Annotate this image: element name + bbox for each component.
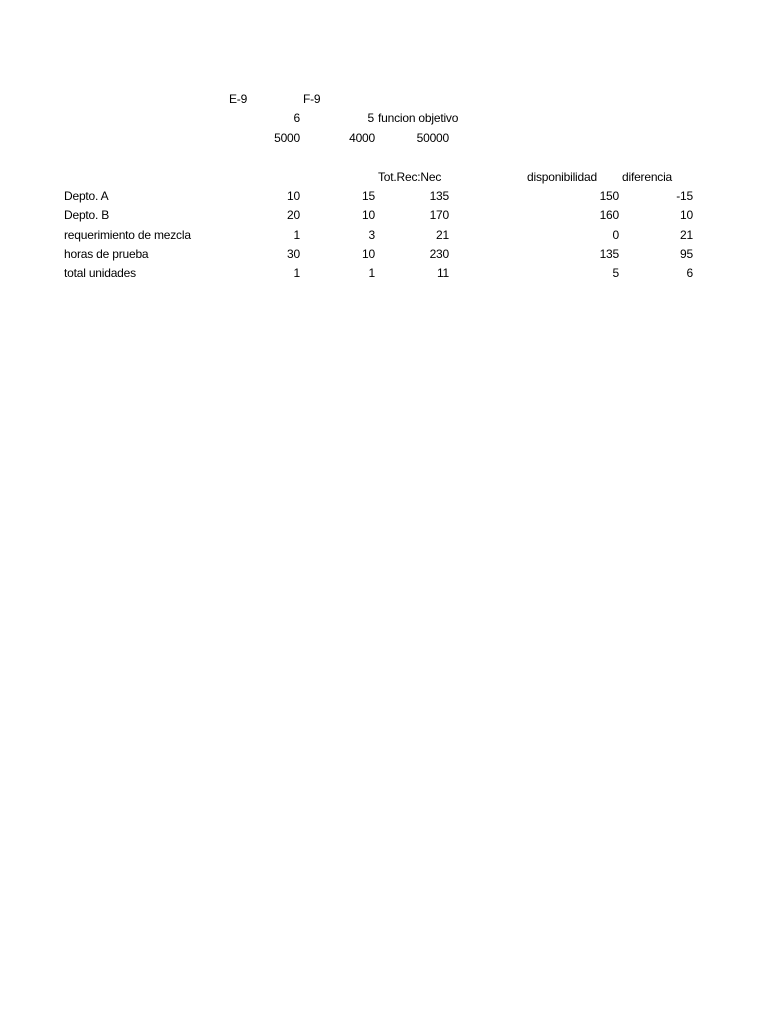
- cell-e9-coefficient: 30: [287, 247, 300, 261]
- cell-f9-coefficient: 15: [362, 189, 375, 203]
- cell-difference: 21: [680, 228, 693, 242]
- cell-e9-coefficient: 1: [293, 266, 300, 280]
- cell-e9-coefficient: 10: [287, 189, 300, 203]
- variable-e9-value: 6: [293, 111, 300, 125]
- cell-total-required: 170: [429, 208, 449, 222]
- cell-difference: -15: [676, 189, 693, 203]
- cell-f9-coefficient: 1: [368, 266, 375, 280]
- coefficient-e9: 5000: [274, 131, 300, 145]
- cell-e9-coefficient: 20: [287, 208, 300, 222]
- column-header-difference: diferencia: [622, 170, 673, 184]
- row-label: horas de prueba: [64, 247, 149, 261]
- column-header-total-required: Tot.Rec:Nec: [378, 170, 442, 184]
- cell-total-required: 230: [429, 247, 449, 261]
- cell-total-required: 11: [436, 266, 449, 280]
- objective-function-label: funcion objetivo: [378, 111, 459, 125]
- cell-difference: 10: [680, 208, 693, 222]
- cell-f9-coefficient: 10: [362, 247, 375, 261]
- objective-function-value: 50000: [416, 131, 449, 145]
- cell-f9-coefficient: 3: [368, 228, 375, 242]
- cell-availability: 0: [612, 228, 619, 242]
- cell-total-required: 135: [429, 189, 449, 203]
- cell-availability: 135: [599, 247, 619, 261]
- cell-availability: 150: [599, 189, 619, 203]
- cell-availability: 160: [599, 208, 619, 222]
- cell-total-required: 21: [436, 228, 449, 242]
- cell-f9-coefficient: 10: [362, 208, 375, 222]
- row-label: Depto. A: [64, 189, 109, 203]
- cell-availability: 5: [612, 266, 619, 280]
- cell-difference: 95: [680, 247, 693, 261]
- row-label: total unidades: [64, 266, 136, 280]
- column-header-availability: disponibilidad: [527, 170, 597, 184]
- variable-f9-value: 5: [367, 111, 374, 125]
- cell-difference: 6: [686, 266, 693, 280]
- variable-e9-label: E-9: [229, 92, 248, 106]
- coefficient-f9: 4000: [349, 131, 375, 145]
- row-label: requerimiento de mezcla: [64, 228, 191, 242]
- row-label: Depto. B: [64, 208, 110, 222]
- variable-f9-label: F-9: [303, 92, 321, 106]
- cell-e9-coefficient: 1: [293, 228, 300, 242]
